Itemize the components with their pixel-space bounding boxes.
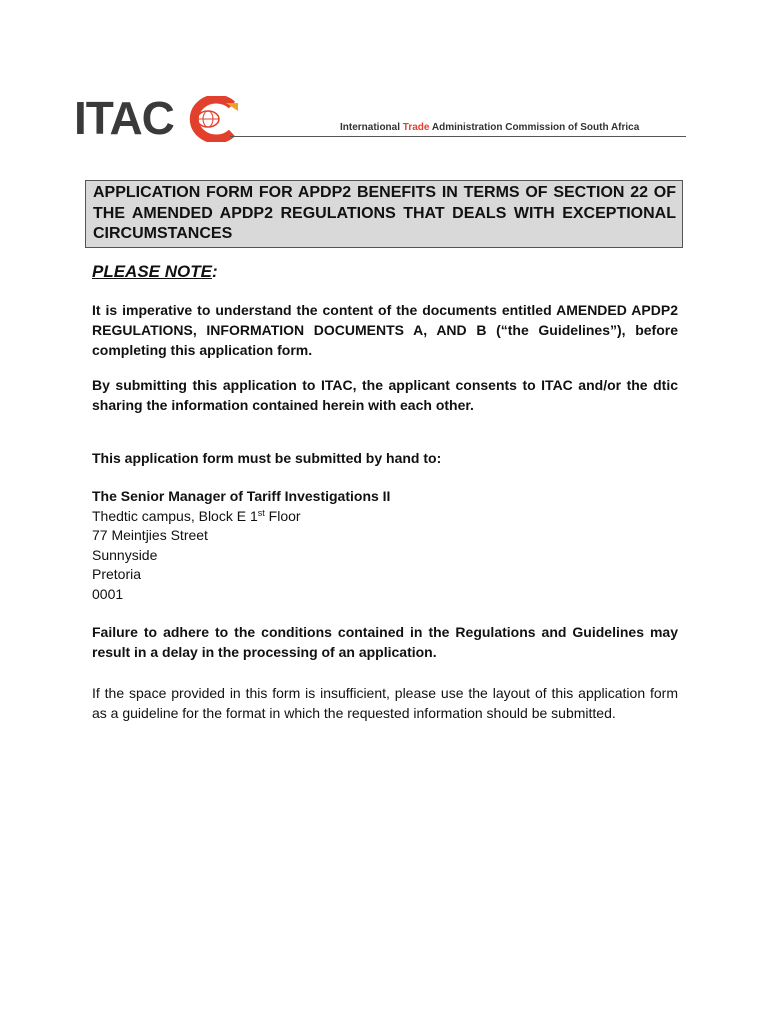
address-recipient: The Senior Manager of Tariff Investigations II [92, 488, 391, 504]
form-title: APPLICATION FORM FOR APDP2 BENEFITS IN TERMS OF SECTION 22 OF THE AMENDED APDP2 REGULATIONS THAT DEALS WITH EXCEPTIONAL CIRCUMSTANCES [85, 180, 683, 248]
paragraph-guidelines: It is imperative to understand the content of the documents entitled AMENDED APDP2 REGULATIONS, INFORMATION DOCUMENTS A, AND B (“the Guidelines”), before completing this application form. [92, 302, 678, 358]
address-line-1: Thedtic campus, Block E 1st Floor [92, 507, 301, 524]
address-line-5: 0001 [92, 585, 124, 602]
note-heading: PLEASE NOTE: [92, 262, 218, 281]
address-line-3: Sunnyside [92, 546, 158, 563]
address-block [92, 487, 390, 604]
warning-paragraph: Failure to adhere to the conditions contained in the Regulations and Guidelines may result in a delay in the processing of an application. [92, 624, 678, 660]
header-divider [230, 136, 686, 137]
address-line-4: Pretoria [92, 566, 142, 582]
submission-instruction: This application form must be submitted by hand to: [92, 450, 442, 466]
globe-c-icon [172, 118, 173, 119]
document-header [0, 0, 770, 150]
address-line-2: 77 Meintjies Street [92, 527, 208, 543]
paragraph-consent: By submitting this application to ITAC, the applicant consents to ITAC and/or the dtic sharing the information contained herein with each other. [92, 377, 678, 413]
itac-logo [74, 92, 174, 144]
organization-tagline: International Trade Administration Commission of South Africa [340, 122, 640, 133]
closing-paragraph: If the space provided in this form is insufficient, please use the layout of this application form as a guideline for the format in which the requested information should be submitted. [92, 685, 678, 721]
logo-text: ITAC [74, 92, 174, 144]
